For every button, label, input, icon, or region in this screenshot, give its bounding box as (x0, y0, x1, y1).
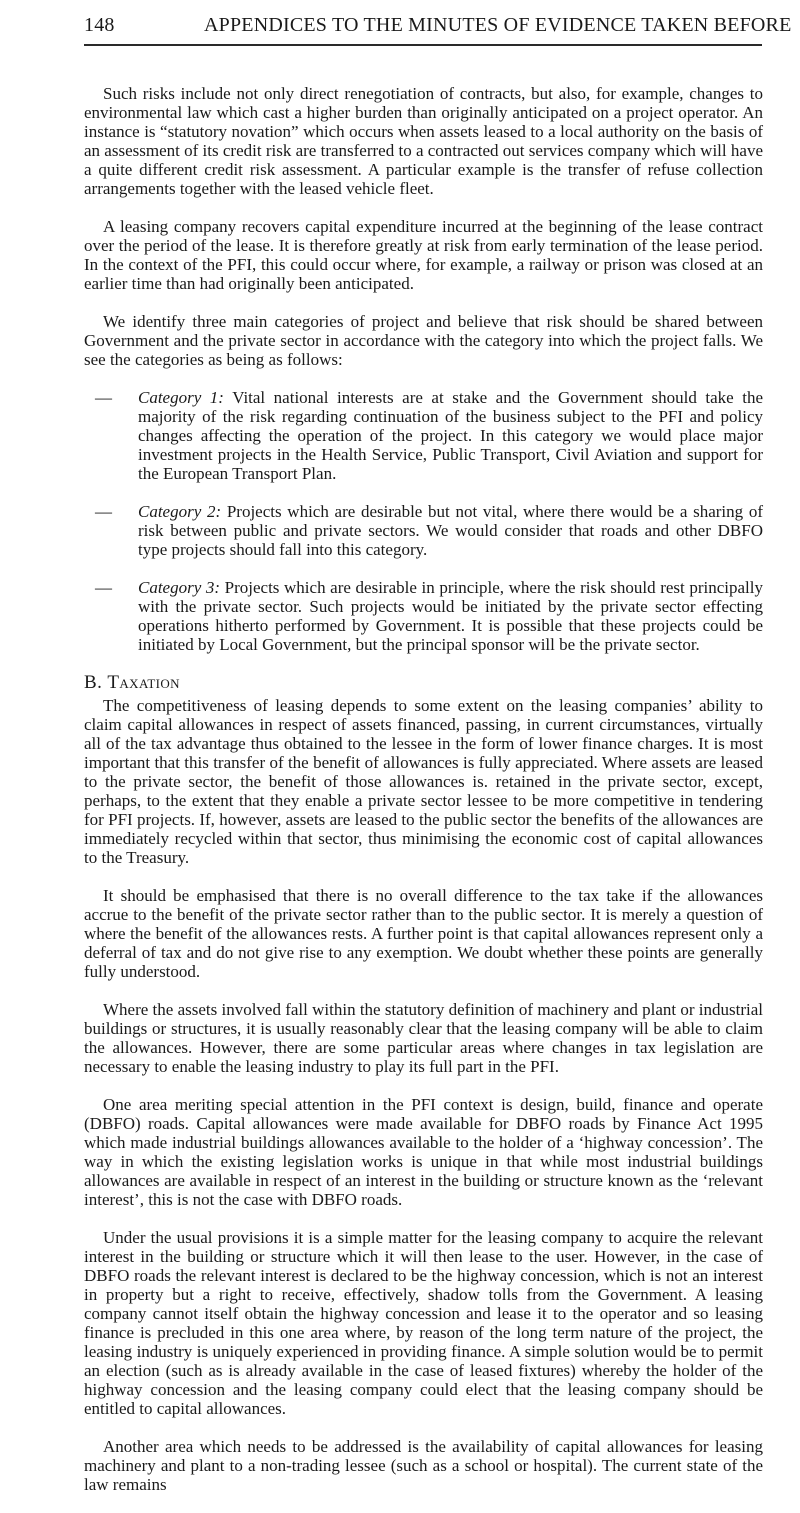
paragraph: The competitiveness of leasing depends to some extent on the leasing companies’ ability to claim capital allowances in respect of assets financed, passing, in current circumstances, virtually all of the tax advantage thus obtained to the lessee in the form of lower finance charges. It is most important that this transfer of the benefit of allowances is fully appreciated. Where assets are leased to the private sector, the benefit of those allowances is. retained in the private sector, except, perhaps, to the extent that they enable a private sector lessee to be more competitive in tendering for PFI projects. If, however, assets are leased to the public sector the benefits of the allowances are immediately recycled within that sector, thus minimising the economic cost of capital allowances to the Treasury. (84, 696, 763, 867)
running-header (84, 14, 792, 37)
category-text: Projects which are desirable in principle, where the risk should rest principally with the private sector. Such projects would be initiated by the private sector effecting operations hitherto performed by Government. It is possible that these projects could be initiated by Local Government, but the principal sponsor will be the private sector. (138, 578, 763, 654)
category-item-1 (95, 388, 763, 483)
paragraph: Under the usual provisions it is a simple matter for the leasing company to acquire the relevant interest in the building or structure which it will then lease to the user. However, in the case of DBFO roads the relevant interest is declared to be the highway concession, which is not an interest in property but a right to receive, effectively, shadow tolls from the Government. A leasing company cannot itself obtain the highway concession and lease it to the operator and so leasing finance is precluded in this one area where, by reason of the long term nature of the project, the leasing industry is uniquely experienced in providing finance. A simple solution would be to permit an election (such as is already available in the case of leased fixtures) whereby the holder of the highway concession and the leasing company could elect that the leasing company should be entitled to capital allowances. (84, 1228, 763, 1418)
paragraph: It should be emphasised that there is no overall difference to the tax take if the allowances accrue to the benefit of the private sector rather than to the public sector. It is merely a question of where the benefit of the allowances rests. A further point is that capital allowances represent only a deferral of tax and do not give rise to any exemption. We doubt whether these points are generally fully understood. (84, 886, 763, 981)
category-label: Category 2: (138, 502, 222, 521)
paragraph: A leasing company recovers capital expenditure incurred at the beginning of the lease contract over the period of the lease. It is therefore greatly at risk from early termination of the lease period. In the context of the PFI, this could occur where, for example, a railway or prison was closed at an earlier time than had originally been anticipated. (84, 217, 763, 293)
dash-bullet: — (95, 388, 112, 407)
dash-bullet: — (95, 578, 112, 597)
paragraph: One area meriting special attention in the PFI context is design, build, finance and operate (DBFO) roads. Capital allowances were made available for DBFO roads by Finance Act 1995 which made industrial buildings allowances available to the holder of a ‘highway concession’. The way in which the existing legislation works is unique in that while most industrial buildings allowances are available in respect of an interest in the building or structure known as the ‘relevant interest’, this is not the case with DBFO roads. (84, 1095, 763, 1209)
dash-bullet: — (95, 502, 112, 521)
running-title: APPENDICES TO THE MINUTES OF EVIDENCE TAKEN BEFORE (204, 14, 792, 36)
paragraph: We identify three main categories of project and believe that risk should be shared between Government and the private sector in accordance with the category into which the project falls. We see the categories as being as follows: (84, 312, 763, 369)
section-letter: B. (84, 672, 103, 693)
header-rule (84, 44, 762, 46)
category-label: Category 1: (138, 388, 224, 407)
document-body (84, 84, 763, 1513)
section-heading (84, 673, 763, 692)
paragraph: Another area which needs to be addressed is the availability of capital allowances for leasing machinery and plant to a non-trading lessee (such as a school or hospital). The current state of the law remains (84, 1437, 763, 1494)
paragraph: Where the assets involved fall within the statutory definition of machinery and plant or industrial buildings or structures, it is usually reasonably clear that the leasing company will be able to claim the allowances. However, there are some particular areas where changes in tax legislation are necessary to enable the leasing industry to play its full part in the PFI. (84, 1000, 763, 1076)
category-item-2 (95, 502, 763, 559)
page-number: 148 (84, 14, 115, 36)
category-text: Vital national interests are at stake and the Government should take the majority of the risk regarding continuation of the business subject to the PFI and policy changes affecting the operation of the project. In this category we would place major investment projects in the Health Service, Public Transport, Civil Aviation and support for the European Transport Plan. (138, 388, 763, 483)
category-label: Category 3: (138, 578, 221, 597)
section-title: Taxation (107, 672, 180, 693)
category-item-3 (95, 578, 763, 654)
category-text: Projects which are desirable but not vital, where there would be a sharing of risk between public and private sectors. We would consider that roads and other DBFO type projects should fall into this category. (138, 502, 763, 559)
paragraph: Such risks include not only direct renegotiation of contracts, but also, for example, changes to environmental law which cast a higher burden than originally anticipated on a project operator. An instance is “statutory novation” which occurs when assets leased to a local authority on the basis of an assessment of its credit risk are transferred to a contracted out services company which will have a quite different credit risk assessment. A particular example is the transfer of refuse collection arrangements together with the leased vehicle fleet. (84, 84, 763, 198)
